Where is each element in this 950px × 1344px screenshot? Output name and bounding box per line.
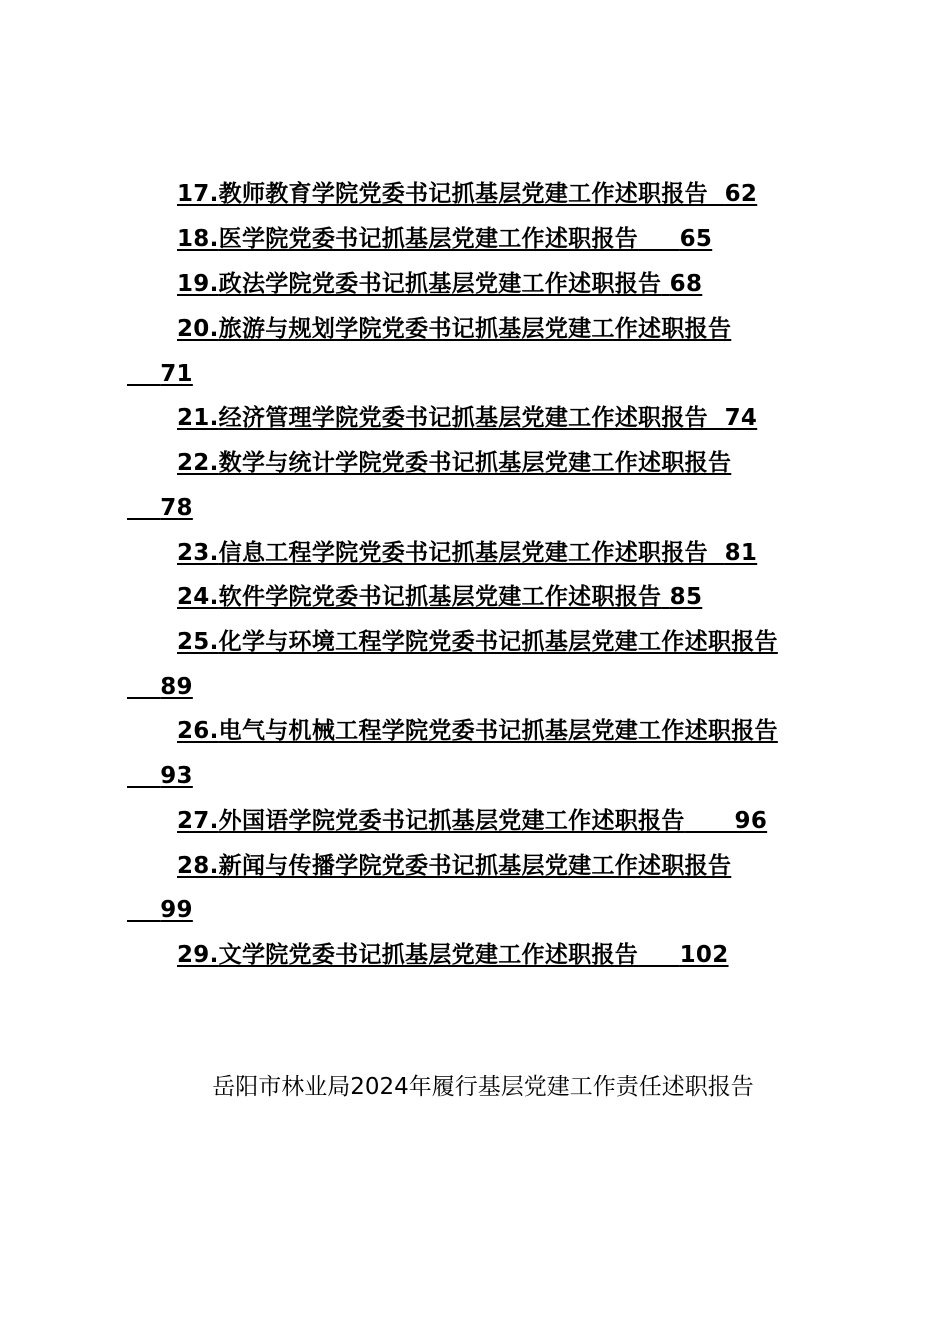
toc-entry-title: 新闻与传播学院党委书记抓基层党建工作述职报告 — [218, 853, 732, 879]
toc-entry-28-page-line[interactable] — [127, 895, 193, 925]
toc-entry-title: 信息工程学院党委书记抓基层党建工作述职报告 — [218, 540, 708, 566]
toc-entry-23[interactable] — [177, 538, 757, 568]
toc-entry-number: 18. — [177, 226, 219, 252]
toc-entry-title: 数学与统计学院党委书记抓基层党建工作述职报告 — [218, 450, 732, 476]
toc-entry-25[interactable] — [177, 627, 778, 657]
toc-entry-29[interactable] — [177, 940, 729, 970]
toc-entry-page: 65 — [679, 226, 713, 252]
toc-entry-title: 医学院党委书记抓基层党建工作述职报告 — [218, 226, 639, 252]
toc-entry-number: 24. — [177, 584, 219, 610]
toc-entry-title: 软件学院党委书记抓基层党建工作述职报告 — [218, 584, 662, 610]
toc-entry-title: 电气与机械工程学院党委书记抓基层党建工作述职报告 — [218, 718, 778, 744]
toc-entry-26[interactable] — [177, 716, 778, 746]
toc-entry-page: 71 — [160, 361, 193, 387]
toc-entry-title: 文学院党委书记抓基层党建工作述职报告 — [218, 942, 639, 968]
toc-entry-page: 96 — [734, 808, 768, 834]
toc-entry-number: 29. — [177, 942, 219, 968]
toc-entry-20[interactable] — [177, 314, 731, 344]
toc-entry-21[interactable] — [177, 403, 757, 433]
toc-entry-24[interactable] — [177, 582, 702, 612]
toc-entry-number: 20. — [177, 316, 219, 342]
toc-entry-28[interactable] — [177, 851, 731, 881]
toc-entry-number: 19. — [177, 271, 219, 297]
toc-entry-25-page-line[interactable] — [127, 672, 193, 702]
toc-entry-page: 89 — [160, 674, 193, 700]
toc-entry-title: 外国语学院党委书记抓基层党建工作述职报告 — [218, 808, 685, 834]
toc-entry-page: 74 — [724, 405, 758, 431]
toc-entry-page: 93 — [160, 763, 193, 789]
toc-entry-number: 28. — [177, 853, 219, 879]
toc-entry-title: 政法学院党委书记抓基层党建工作述职报告 — [218, 271, 662, 297]
toc-entry-26-page-line[interactable] — [127, 761, 193, 791]
toc-entry-18[interactable] — [177, 224, 712, 254]
toc-entry-20-page-line[interactable] — [127, 359, 193, 389]
toc-entry-page: 99 — [160, 897, 193, 923]
toc-entry-number: 27. — [177, 808, 219, 834]
toc-entry-page: 78 — [160, 495, 193, 521]
toc-entry-page: 68 — [669, 271, 703, 297]
toc-entry-17[interactable] — [177, 179, 757, 209]
toc-entry-22[interactable] — [177, 448, 731, 478]
toc-entry-page: 81 — [724, 540, 758, 566]
toc-entry-27[interactable] — [177, 806, 767, 836]
toc-entry-page: 102 — [679, 942, 729, 968]
toc-entry-number: 21. — [177, 405, 219, 431]
toc-entry-number: 17. — [177, 181, 219, 207]
toc-entry-22-page-line[interactable] — [127, 493, 193, 523]
toc-entry-19[interactable] — [177, 269, 702, 299]
toc-entry-title: 旅游与规划学院党委书记抓基层党建工作述职报告 — [218, 316, 732, 342]
toc-entry-page: 85 — [669, 584, 703, 610]
toc-entry-title: 教师教育学院党委书记抓基层党建工作述职报告 — [218, 181, 708, 207]
toc-entry-number: 22. — [177, 450, 219, 476]
toc-entry-number: 25. — [177, 629, 219, 655]
toc-entry-page: 62 — [724, 181, 758, 207]
toc-entry-number: 23. — [177, 540, 219, 566]
document-title: 岳阳市林业局2024年履行基层党建工作责任述职报告 — [212, 1074, 754, 1100]
toc-entry-title: 化学与环境工程学院党委书记抓基层党建工作述职报告 — [218, 629, 778, 655]
toc-entry-number: 26. — [177, 718, 219, 744]
toc-entry-title: 经济管理学院党委书记抓基层党建工作述职报告 — [218, 405, 708, 431]
